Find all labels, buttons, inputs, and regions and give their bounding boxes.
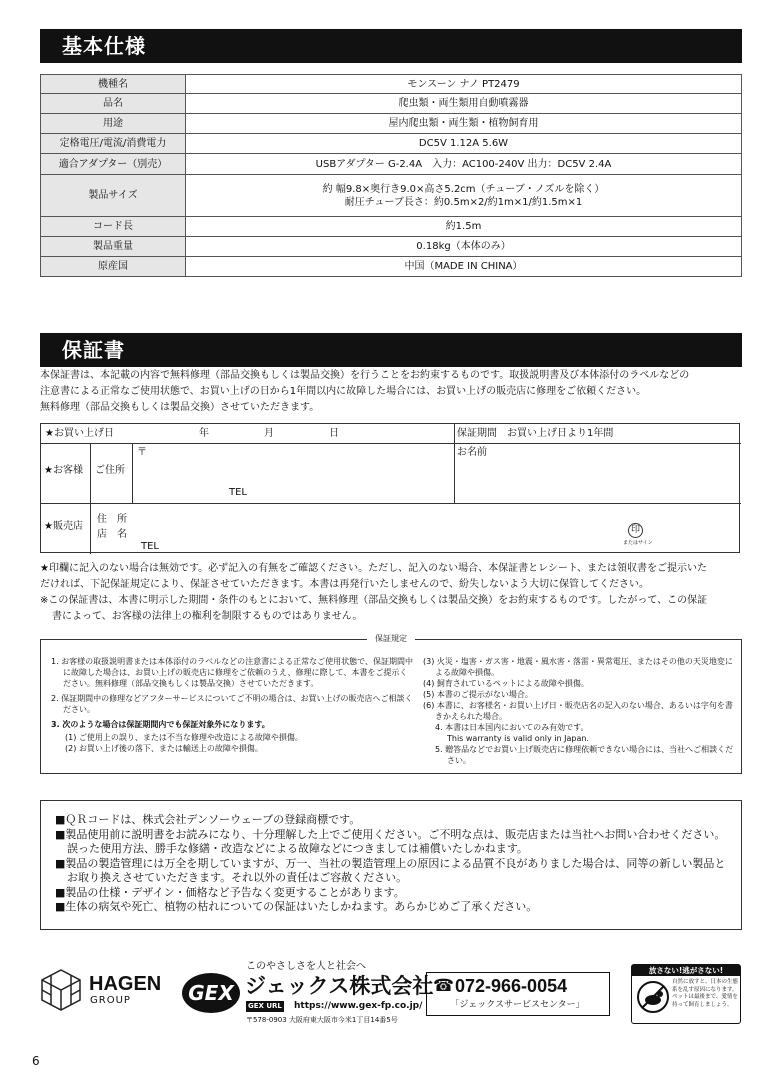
rule-item: 1. お客様の取扱説明書または本体添付のラベルなどの注意書による正常なご使用状態で、保証期間中に故障した場合は、お買い上げの販売店に修理をご依頼のうえ、修理に際して、本書をご提示ください。無料修理（部品交換もしくは製品交換）させていただきます。: [51, 657, 414, 688]
intro-line: 本保証書は、本記載の内容で無料修理（部品交換もしくは製品交換）を行うことをお約束するものです。取扱説明書及び本体添付のラベルなどの: [40, 370, 690, 381]
seal-mark: 印: [628, 523, 643, 538]
gex-url-label: GEX URL: [248, 1002, 282, 1010]
release-warning-badge: [631, 964, 741, 1024]
disclaimer-line: ■製品の製造管理には万全を期していますが、万一、当社の製造管理上の原因による品質不良がありました場合は、同等の新しい製品と: [55, 856, 726, 870]
disclaimer-line: お取り換えさせていただきます。それ以外の責任はご容赦ください。: [67, 871, 408, 884]
gex-tagline: このやさしさを人と社会へ: [246, 961, 366, 972]
address-label: ご住所: [95, 465, 125, 476]
spec-label: 品名: [41, 94, 186, 114]
spec-value: 約1.5m: [186, 217, 742, 237]
page-number: 6: [32, 1054, 40, 1068]
seal-note: またはサイン: [623, 540, 653, 546]
spec-table: [40, 74, 742, 277]
year-label: 年: [199, 428, 209, 439]
spec-value: 中国（MADE IN CHINA）: [186, 257, 742, 277]
spec-value: DC5V 1.12A 5.6W: [186, 134, 742, 154]
store-label: ★販売店: [44, 521, 83, 532]
rule-subitem: (3) 火災・塩害・ガス害・地震・風水害・落雷・異常電圧、またはその他の天災地変による故障や損傷。: [423, 657, 733, 677]
spec-label: 原産国: [41, 257, 186, 277]
store-address-label: 住 所: [97, 514, 127, 525]
footer: [0, 955, 774, 1035]
spec-value: USBアダプター G-2.4A 入力：AC100-240V 出力：DC5V 2.4A: [186, 154, 742, 175]
badge-text: 自然に放すと、日本の生態系を乱す原因になります。ペットは最後まで、愛情を持って飼育しましょう。: [672, 979, 739, 1008]
warranty-form: [40, 423, 740, 553]
disclaimer-line: ■製品使用前に説明書をお読みになり、十分理解した上でご使用ください。ご不明な点は、販売店または当社へお問い合わせください。: [55, 827, 726, 841]
warranty-period: 保証期間 お買い上げ日より1年間: [457, 428, 614, 439]
note-line: ★印欄に記入のない場合は無効です。必ず記入の有無をご確認ください。ただし、記入のない場合、本保証書とレシート、または領収書をご提示いた: [40, 563, 708, 574]
gex-url[interactable]: https://www.gex-fp.co.jp/: [294, 1001, 423, 1011]
phone-icon: ☎: [433, 976, 455, 996]
specs-header: 基本仕様: [40, 29, 742, 63]
note-line: 書によって、お客様の法律上の権利を制限するものではありません。: [52, 611, 363, 622]
company-name: ジェックス株式会社: [245, 974, 434, 998]
spec-value: 爬虫類・両生類用自動噴霧器: [186, 94, 742, 114]
spec-label: コード長: [41, 217, 186, 237]
spec-value: モンスーン ナノ PT2479: [186, 75, 742, 94]
rule-item: 5. 贈答品などでお買い上げ販売店に修理依頼できない場合には、当社へご相談ください。: [435, 745, 734, 765]
spec-label: 機種名: [41, 75, 186, 94]
spec-label: 製品サイズ: [41, 175, 186, 217]
hagen-logo-icon: [40, 969, 82, 1011]
company-address: 〒578-0903 大阪府東大阪市今米1丁目14番5号: [246, 1016, 398, 1024]
rule-subitem: (2) お買い上げ後の落下、または輸送上の故障や損傷。: [65, 744, 263, 753]
warranty-intro: [40, 368, 744, 416]
spec-size-line: 約 幅9.8×奥行き9.0×高さ5.2cm（チューブ・ノズルを除く）: [322, 183, 605, 195]
intro-line: 無料修理（部品交換もしくは製品交換）させていただきます。: [40, 402, 320, 413]
rule-item: 3. 次のような場合は保証期間内でも保証対象外になります。: [51, 720, 270, 729]
rule-subitem: (6) 本書に、お客様名・お買い上げ日・販売店名の記入のない場合、あるいは字句を書きかえられた場合。: [423, 701, 733, 721]
hagen-group: GROUP: [90, 995, 131, 1006]
rule-subitem: (5) 本書のご提示がない場合。: [423, 690, 533, 699]
rules-title: 保証規定: [367, 633, 415, 645]
month-label: 月: [264, 428, 274, 439]
spec-value: [186, 175, 742, 217]
phone-box: [426, 972, 610, 1016]
customer-tel-label: TEL: [229, 487, 247, 498]
rule-item-en: This warranty is valid only in Japan.: [447, 734, 589, 743]
phone-number: 072-966-0054: [455, 976, 568, 996]
disclaimer-line: ■製品の仕様・デザイン・価格など予告なく変更することがあります。: [55, 885, 405, 899]
rule-subitem: (4) 飼育されているペットによる故障や損傷。: [423, 679, 589, 688]
warranty-notes: [40, 561, 744, 625]
hagen-wordmark: HAGEN: [89, 973, 162, 995]
store-tel-label: TEL: [141, 541, 159, 552]
badge-title: 放さない!逃がさない!: [632, 965, 740, 976]
warranty-rules: [40, 634, 742, 774]
customer-name-label: お名前: [457, 447, 487, 458]
postal-mark: 〒: [137, 447, 147, 458]
customer-label: ★お客様: [44, 465, 83, 476]
warranty-header: 保証書: [40, 333, 742, 367]
disclaimer-line: ■ＱＲコードは、株式会社デンソーウェーブの登録商標です。: [55, 813, 361, 826]
disclaimer-line: 誤った使用方法、勝手な修繕・改造などによる故障などにつきましては補償いたしかねます。: [67, 842, 528, 855]
spec-label: 定格電圧/電流/消費電力: [41, 134, 186, 154]
spec-value: 屋内爬虫類・両生類・植物飼育用: [186, 114, 742, 134]
rules-right-column: [423, 656, 735, 770]
gex-logo: GEX: [182, 973, 240, 1013]
disclaimer-box: [40, 800, 742, 930]
rule-item: 2. 保証期間中の修理などアフターサービスについてご不明の場合は、お買い上げの販売店へご相談ください。: [51, 694, 413, 714]
spec-tube-line: 耐圧チューブ長さ：約0.5m×2/約1m×1/約1.5m×1: [344, 196, 583, 208]
rule-subitem: (1) ご使用上の誤り、または不当な修理や改造による故障や損傷。: [65, 733, 303, 742]
store-name-label: 店 名: [97, 529, 127, 540]
spec-label: 適合アダプター（別売）: [41, 154, 186, 175]
intro-line: 注意書による正常なご使用状態で、お買い上げの日から1年間以内に故障した場合には、お買い上げの販売店に修理をご依頼ください。: [40, 386, 647, 397]
purchase-date-label: ★お買い上げ日: [45, 428, 114, 439]
note-line: だければ、下記保証規定により、保証させていただきます。本書は再発行いたしませんので、紛失しないよう大切に保管してください。: [40, 579, 649, 590]
no-release-icon: [636, 980, 670, 1014]
spec-value: 0.18kg（本体のみ）: [186, 237, 742, 257]
phone-label: 「ジェックスサービスセンター」: [450, 1000, 585, 1010]
rules-left-column: [51, 656, 415, 754]
spec-label: 製品重量: [41, 237, 186, 257]
spec-label: 用途: [41, 114, 186, 134]
disclaimer-line: ■生体の病気や死亡、植物の枯れについての保証はいたしかねます。あらかじめご了承ください。: [55, 900, 538, 913]
note-line: ※この保証書は、本書に明示した期間・条件のもとにおいて、無料修理（部品交換もしくは製品交換）をお約束するものです。したがって、この保証: [40, 595, 708, 606]
day-label: 日: [329, 428, 339, 439]
rule-item: 4. 本書は日本国内においてのみ有効です。: [435, 723, 589, 732]
